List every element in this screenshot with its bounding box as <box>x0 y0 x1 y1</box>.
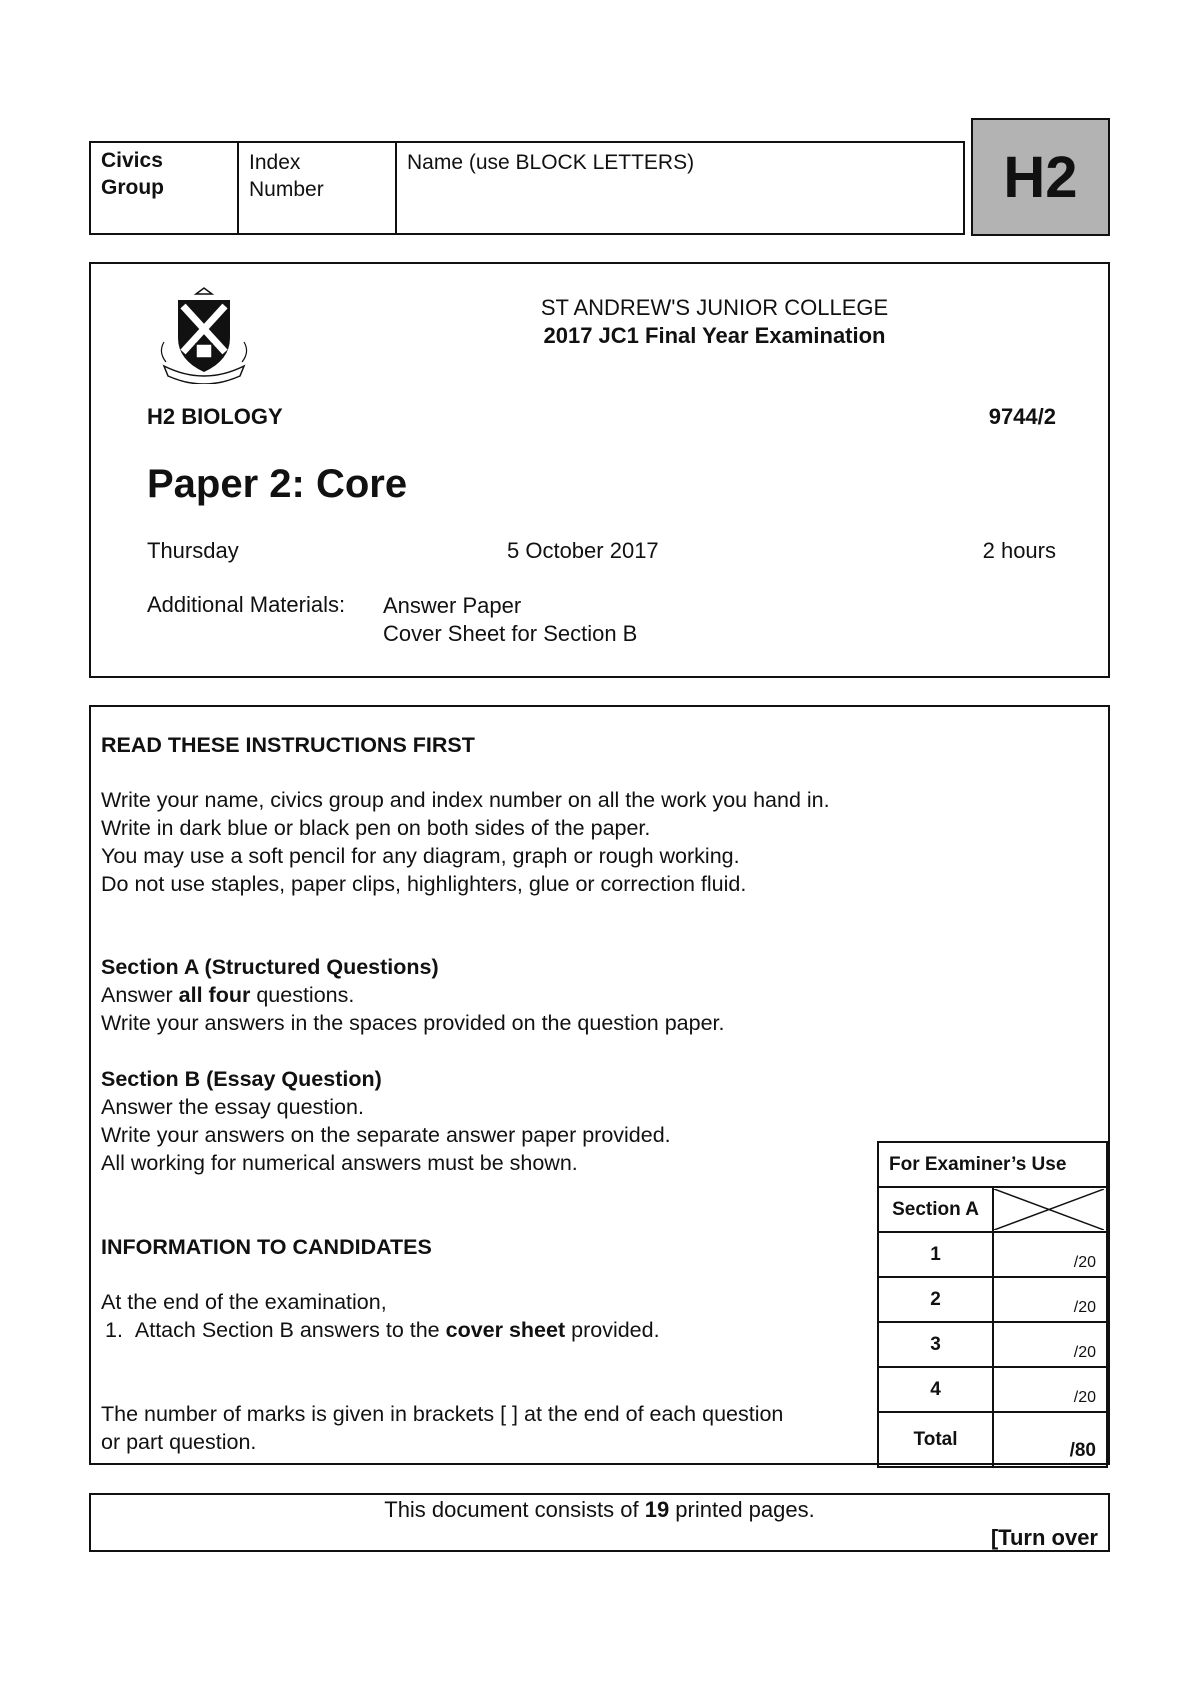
instructions-block <box>89 705 1110 1465</box>
civics-group-label-line2: Group <box>101 176 164 199</box>
exam-date: 5 October 2017 <box>507 538 659 563</box>
paper-title-block <box>89 262 1110 678</box>
question-mark-cell[interactable]: /20 <box>993 1232 1107 1277</box>
section-b-instructions <box>101 1065 861 1177</box>
examiner-use-table <box>877 1141 1108 1468</box>
section-b-line: Answer the essay question. <box>101 1095 364 1119</box>
section-a-heading: Section A (Structured Questions) <box>101 955 439 979</box>
materials-label: Additional Materials: <box>147 592 346 617</box>
candidate-details-row <box>89 141 965 235</box>
materials-list <box>383 592 637 648</box>
subject-label: H2 BIOLOGY <box>147 404 283 429</box>
instructions-heading: READ THESE INSTRUCTIONS FIRST <box>101 733 475 757</box>
total-mark-cell[interactable]: /80 <box>993 1412 1107 1467</box>
section-b-line: Write your answers on the separate answer paper provided. <box>101 1123 671 1147</box>
civics-group-label-line1: Civics <box>101 149 163 172</box>
syllabus-code: 9744/2 <box>988 404 1056 429</box>
level-badge: H2 <box>971 118 1110 236</box>
question-mark-cell[interactable]: /20 <box>993 1367 1107 1412</box>
marks-note: The number of marks is given in brackets [ ] at the end of each question or part question. <box>101 1402 784 1454</box>
question-number: 1 <box>878 1232 993 1277</box>
instruction-line: You may use a soft pencil for any diagram, graph or rough working. <box>101 844 740 868</box>
section-a-line2: Write your answers in the spaces provided on the question paper. <box>101 1011 725 1035</box>
index-number-label-line2: Number <box>249 178 324 201</box>
question-mark-cell[interactable]: /20 <box>993 1322 1107 1367</box>
exam-name: 2017 JC1 Final Year Examination <box>543 323 886 348</box>
exam-day: Thursday <box>147 538 239 563</box>
page-count-line <box>91 1497 1108 1523</box>
name-label: Name (use BLOCK LETTERS) <box>407 151 695 174</box>
examiner-table-heading: For Examiner’s Use <box>878 1142 1107 1187</box>
page-count-text: This document consists of <box>384 1497 645 1522</box>
material-item: Cover Sheet for Section B <box>383 621 638 646</box>
instruction-line: Write your name, civics group and index number on all the work you hand in. <box>101 788 830 812</box>
index-number-label-line1: Index <box>249 151 301 174</box>
general-instructions <box>101 786 861 898</box>
page-count-number: 19 <box>644 1497 670 1522</box>
cross-out-icon <box>994 1189 1104 1230</box>
section-b-heading: Section B (Essay Question) <box>101 1067 382 1091</box>
page-count-block <box>89 1493 1110 1552</box>
info-line: At the end of the examination, <box>101 1290 387 1314</box>
section-a-text: Answer <box>101 983 179 1007</box>
info-item-text: Attach Section B answers to the <box>134 1318 446 1342</box>
question-number: 4 <box>878 1367 993 1412</box>
civics-group-field[interactable] <box>91 143 239 233</box>
section-a-instructions <box>101 953 861 1037</box>
turn-over-label: [Turn over <box>990 1525 1098 1550</box>
total-label: Total <box>878 1412 993 1467</box>
question-mark-cell[interactable]: /20 <box>993 1277 1107 1322</box>
question-number: 3 <box>878 1322 993 1367</box>
info-item <box>105 1316 865 1344</box>
name-field[interactable] <box>397 143 963 233</box>
section-a-text-end: questions. <box>250 983 355 1007</box>
section-a-emphasis: all four <box>178 983 251 1007</box>
crossed-out-cell <box>993 1187 1107 1232</box>
info-item-number: 1. <box>105 1318 123 1342</box>
paper-title: Paper 2: Core <box>147 462 408 506</box>
info-item-text-end: provided. <box>565 1318 660 1342</box>
index-number-field[interactable] <box>239 143 397 233</box>
college-heading <box>91 294 1108 350</box>
instruction-line: Do not use staples, paper clips, highlighters, glue or correction fluid. <box>101 872 747 896</box>
instruction-line: Write in dark blue or black pen on both sides of the paper. <box>101 816 651 840</box>
section-a-line1 <box>101 981 861 1009</box>
question-number: 2 <box>878 1277 993 1322</box>
exam-duration: 2 hours <box>982 538 1056 563</box>
material-item: Answer Paper <box>383 593 522 618</box>
info-heading: INFORMATION TO CANDIDATES <box>101 1235 432 1259</box>
info-item-emphasis: cover sheet <box>445 1318 566 1342</box>
section-a-label: Section A <box>878 1187 993 1232</box>
section-b-line: All working for numerical answers must be shown. <box>101 1151 578 1175</box>
page-count-text-end: printed pages. <box>669 1497 815 1522</box>
college-name: ST ANDREW'S JUNIOR COLLEGE <box>540 295 889 320</box>
